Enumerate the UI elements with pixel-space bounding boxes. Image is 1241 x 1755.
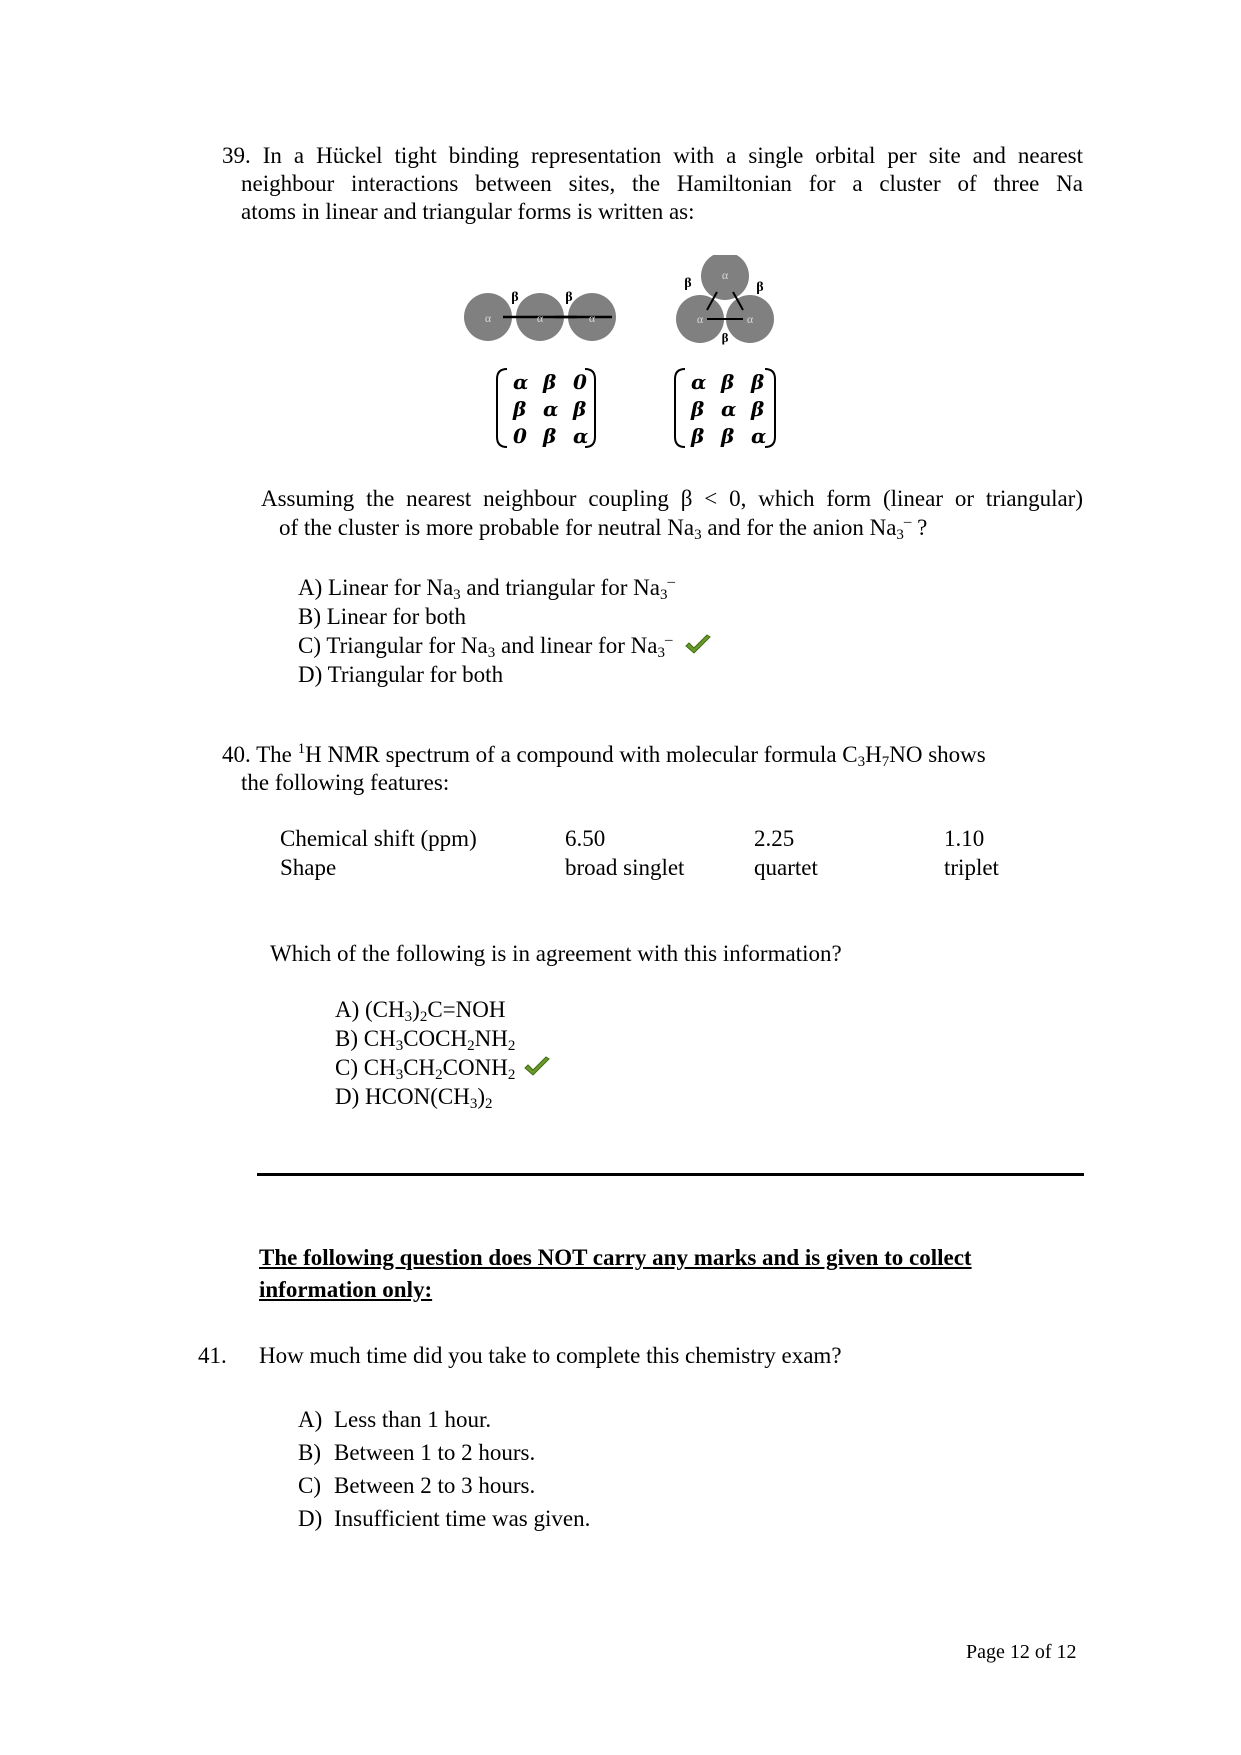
matrix-entry: β: [751, 370, 765, 394]
notice-line2: information only:: [259, 1277, 433, 1302]
matrix-entry: α: [573, 424, 589, 448]
matrix-entry: α: [543, 397, 559, 421]
table-cell: broad singlet: [565, 855, 685, 880]
q39-assume-line2: of the cluster is more probable for neutral $Na_3$ and for the anion $Na_3^-$ ?: [279, 514, 928, 543]
alpha-label: α: [588, 311, 596, 325]
matrix-entry: β: [573, 397, 587, 421]
matrix-entry: β: [751, 397, 765, 421]
matrix-entry: α: [751, 424, 767, 448]
matrix-entry: α: [721, 397, 737, 421]
matrix-entry: β: [691, 424, 705, 448]
beta-label: β: [684, 276, 692, 291]
check-icon: [523, 1056, 551, 1078]
q40-option-c[interactable]: C) $CH_3CH_2CONH_2$: [335, 1054, 551, 1082]
q41-question: How much time did you take to complete this chemistry exam?: [259, 1343, 842, 1368]
matrix-entry: 0: [513, 424, 527, 448]
alpha-label: α: [746, 312, 754, 326]
q39-stem-line1: 39. In a Hückel tight binding representation with a single orbital per site and nearest: [222, 143, 1083, 168]
alpha-label: α: [721, 268, 729, 282]
beta-label: β: [511, 290, 519, 305]
q40-option-b[interactable]: B) $CH_3COCH_2NH_2$: [335, 1026, 516, 1054]
matrix-entry: 0: [573, 370, 587, 394]
page-number: Page 12 of 12: [966, 1641, 1077, 1663]
section-divider: [257, 1173, 1084, 1176]
q39-assume-line1: Assuming the nearest neighbour coupling β < 0, which form (linear or triangular): [261, 486, 1083, 511]
q40-question: Which of the following is in agreement with this information?: [270, 941, 842, 966]
beta-label: β: [721, 330, 729, 345]
matrix-bracket-left: [497, 369, 507, 447]
matrix-entry: β: [721, 424, 735, 448]
q41-option-c[interactable]: C) Between 2 to 3 hours.: [298, 1473, 536, 1498]
matrix-entry: α: [513, 370, 529, 394]
alpha-label: α: [484, 311, 492, 325]
table-cell: 6.50: [565, 826, 606, 851]
alpha-label: α: [696, 312, 704, 326]
q41-option-a[interactable]: A) Less than 1 hour.: [298, 1407, 492, 1432]
q39-stem-line2: neighbour interactions between sites, the Hamiltonian for a cluster of three Na: [241, 171, 1083, 196]
triangular-matrix: [675, 369, 775, 448]
matrix-entry: β: [721, 370, 735, 394]
table-cell: 1.10: [944, 826, 985, 851]
linear-cluster: [464, 290, 616, 341]
q39-option-a[interactable]: A) Linear for $Na_3$ and triangular for $Na_3^-$: [298, 574, 675, 603]
q41-number: 41.: [198, 1343, 227, 1368]
beta-label: β: [565, 290, 573, 305]
table-row-label: Chemical shift (ppm): [280, 826, 477, 851]
matrix-entry: β: [543, 370, 557, 394]
matrix-bracket-left: [675, 369, 685, 447]
q39-option-b[interactable]: B) Linear for both: [298, 604, 466, 629]
q39-stem-line3: atoms in linear and triangular forms is written as:: [241, 199, 695, 224]
matrix-entry: α: [691, 370, 707, 394]
matrix-entry: β: [543, 424, 557, 448]
q39-option-c[interactable]: C) Triangular for $Na_3$ and linear for $Na_3^-$: [298, 632, 712, 660]
notice-line1: The following question does NOT carry any marks and is given to collect: [259, 1245, 972, 1270]
beta-label: β: [756, 280, 764, 295]
q41-option-d[interactable]: D) Insufficient time was given.: [298, 1506, 591, 1531]
table-cell: triplet: [944, 855, 999, 880]
q40-stem-line2: the following features:: [241, 770, 450, 795]
q40-stem-line1: 40. The $^1$H NMR spectrum of a compound with molecular formula $C_3H_7NO$ shows: [222, 741, 986, 770]
table-cell: quartet: [754, 855, 818, 880]
matrix-entry: β: [513, 397, 527, 421]
triangular-cluster: [676, 255, 774, 345]
cluster-figure: [455, 255, 845, 455]
table-row-label: Shape: [280, 855, 337, 880]
alpha-label: α: [536, 311, 544, 325]
q41-option-b[interactable]: B) Between 1 to 2 hours.: [298, 1440, 536, 1465]
matrix-bracket-right: [765, 369, 775, 447]
q40-option-d[interactable]: D) $HCON(CH_3)_2$: [335, 1084, 493, 1112]
check-icon: [684, 634, 712, 656]
table-cell: 2.25: [754, 826, 795, 851]
q39-option-d[interactable]: D) Triangular for both: [298, 662, 504, 687]
matrix-entry: β: [691, 397, 705, 421]
q40-option-a[interactable]: A) $(CH_3)_2C=NOH$: [335, 997, 506, 1025]
linear-matrix: [497, 369, 595, 448]
